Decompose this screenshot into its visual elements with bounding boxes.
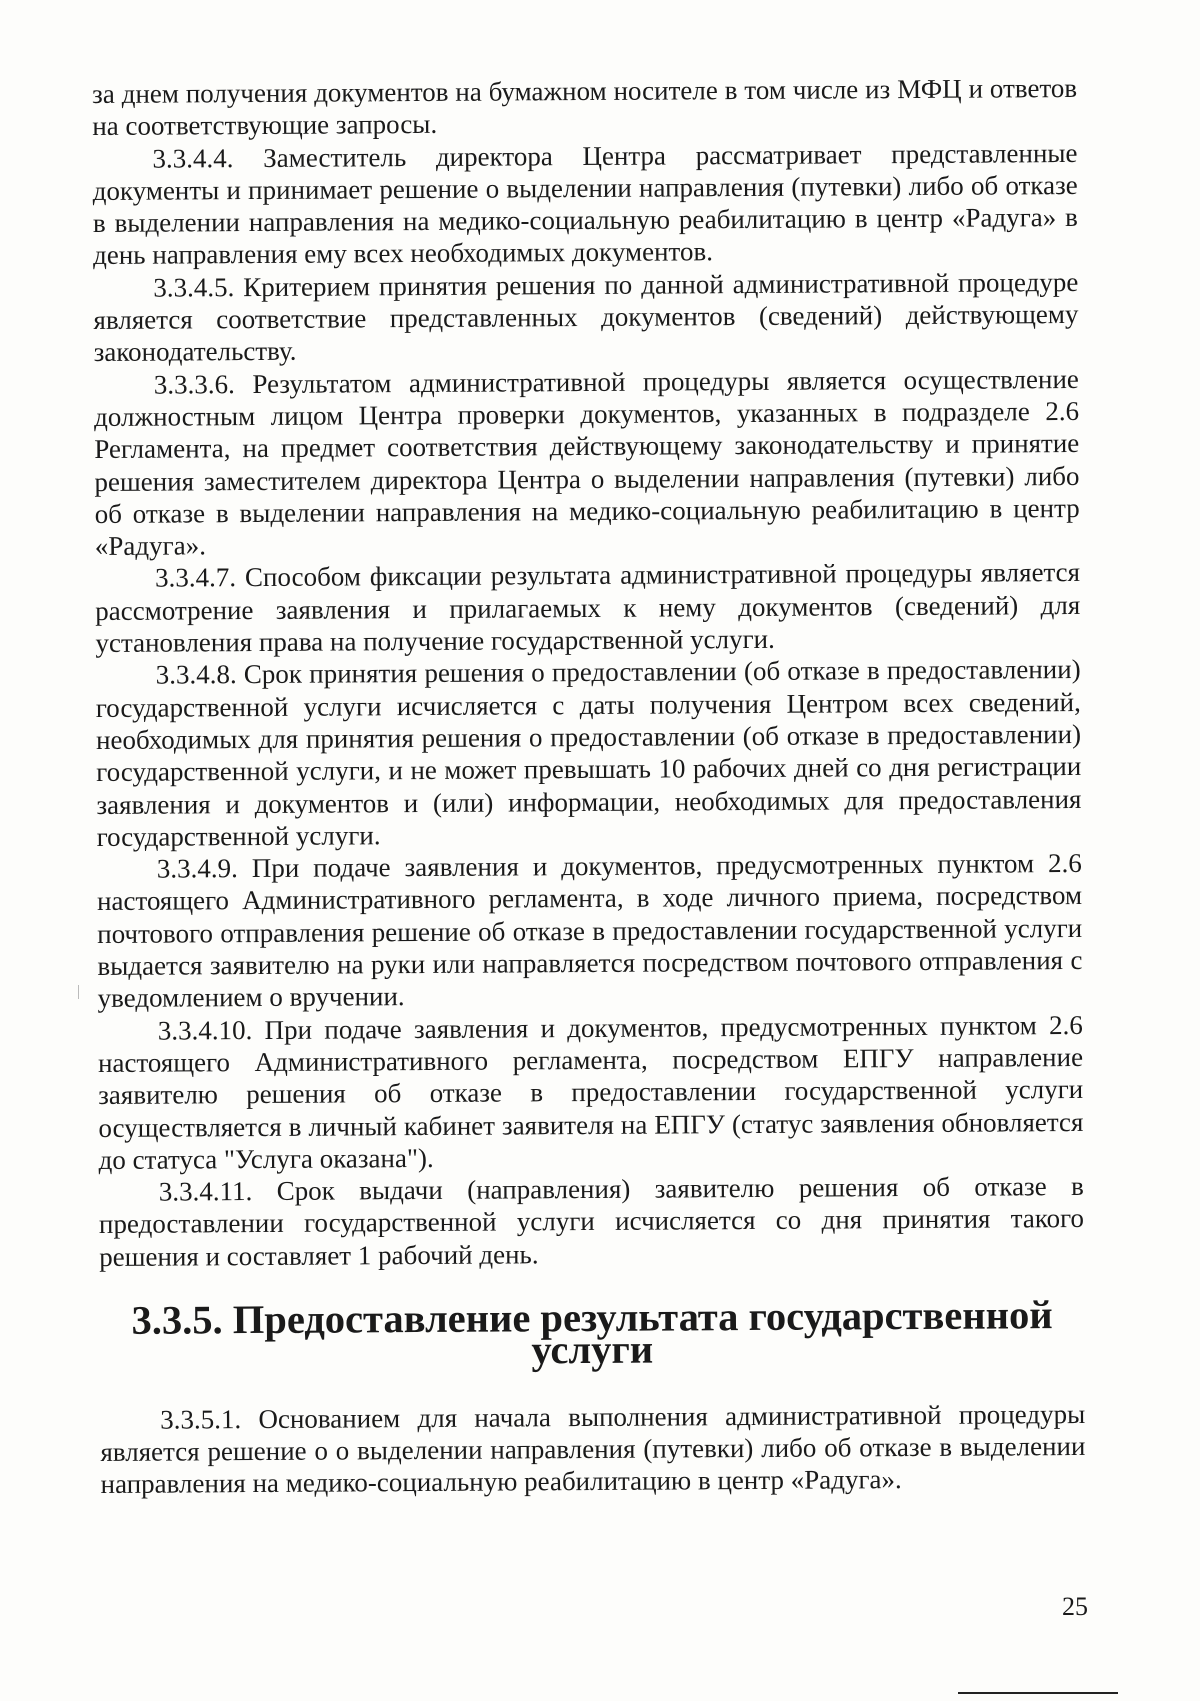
page-number: 25 <box>1062 1592 1088 1621</box>
footer-rule <box>958 1692 1118 1694</box>
paragraph-3-3-4-8: 3.3.4.8. Срок принятия решения о предоставлении (об отказе в предоставлении) государственной услуги исчисляется с даты получения Центром всех сведений, необходимых для принятия решения о предоставлении (об отказе в предоставлении) государственной услуги, и не может превышать 10 рабочих дней со дня регистрации заявления и документов и (или) информации, необходимых для предоставления государственной услуги. <box>95 654 1082 852</box>
paragraph-3-3-4-5: 3.3.4.5. Критерием принятия решения по данной административной процедуре является соответствие представленных документов (сведений) действующему законодательству. <box>93 266 1079 368</box>
scan-margin-mark <box>78 985 79 999</box>
paragraph-3-3-3-6: 3.3.3.6. Результатом административной процедуры является осуществление должностным лицом Центра проверки документов, указанных в подразделе 2.6 Регламента, на предмет соответствия действующему законодательству и принятие решения заместителем директора Центра о выделении направления (путевки) либо об отказе в выделении направления на медико-социальную реабилитацию в центр «Радуга». <box>93 363 1080 562</box>
paragraph-3-3-4-9: 3.3.4.9. При подаче заявления и документов, предусмотренных пунктом 2.6 настоящего Административного регламента, в ходе личного приема, посредством почтового отправления решение об отказе в предоставлении государственной услуги выдается заявителю на руки или направляется посредством почтового отправления с уведомлением о вручении. <box>96 848 1083 1014</box>
paragraph-3-3-4-7: 3.3.4.7. Способом фиксации результата административной процедуры является рассмотрение заявления и прилагаемых к нему документов (сведений) для установления права на получение государственной услуги. <box>95 557 1081 659</box>
paragraph-3-3-5-1: 3.3.5.1. Основанием для начала выполнения административной процедуры является решение о о выделении направления (путевки) либо об отказе в выделении направления на медико-социальную реабилитацию в центр «Радуга». <box>100 1398 1086 1500</box>
paragraph-3-3-4-11: 3.3.4.11. Срок выдачи (направления) заявителю решения об отказе в предоставлении государственной услуги исчисляется со дня принятия такого решения и составляет 1 рабочий день. <box>98 1171 1085 1272</box>
document-body <box>92 72 1086 1500</box>
paragraph-3-3-4-4: 3.3.4.4. Заместитель директора Центра рассматривает представленные документы и принимает решение о выделении направления (путевки) либо об отказе в выделении направления на медико-социальную реабилитацию в центр «Радуга» в день направления ему всех необходимых документов. <box>92 137 1078 271</box>
section-heading: 3.3.5. Предоставление результата государственной услуги <box>131 1292 1053 1373</box>
paragraph-3-3-4-10: 3.3.4.10. При подаче заявления и документов, предусмотренных пунктом 2.6 настоящего Административного регламента, посредством ЕПГУ направление заявителю решения об отказе в предоставлении государственной услуги осуществляется в личный кабинет заявителя на ЕПГУ (статус заявления обновляется до статуса "Услуга оказана"). <box>97 1009 1084 1175</box>
paragraph-continuation: за днем получения документов на бумажном носителе в том числе из МФЦ и ответов на соответствующие запросы. <box>92 72 1078 142</box>
